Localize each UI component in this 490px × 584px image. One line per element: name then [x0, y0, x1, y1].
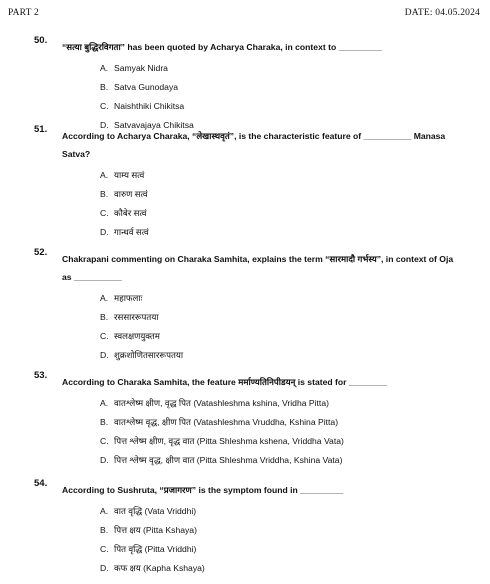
option-letter: D.	[100, 226, 109, 237]
option-letter: A.	[100, 169, 109, 180]
question-54	[34, 478, 460, 577]
option-text: रससाररूपतया	[114, 311, 159, 322]
option-letter: B.	[100, 416, 109, 427]
question-text: According to Charaka Samhita, the feature मर्माण्यतिनिपीडयन् is stated for ________	[62, 377, 388, 387]
question-number: 50.	[34, 35, 48, 46]
option-letter: B.	[100, 524, 109, 535]
option-text: स्वलक्षणयुक्तम	[114, 330, 160, 341]
header-part: PART 2	[8, 8, 39, 18]
options-list	[100, 501, 460, 577]
option-text: वातश्लेष्म क्षीण, वृद्ध पित (Vatashleshma kshina, Vridha Pitta)	[114, 397, 329, 408]
question-text: Chakrapani commenting on Charaka Samhita, explains the term “सारमादौ गर्भस्य”, in context of Oja as __________	[62, 254, 454, 282]
option-letter: A.	[100, 292, 109, 303]
option-b	[100, 412, 460, 431]
option-a	[100, 288, 460, 307]
option-b	[100, 184, 460, 203]
question-text: According to Sushruta, “प्रजागरण” is the symptom found in _________	[62, 485, 344, 495]
question-53	[34, 370, 460, 469]
option-text: शुक्रशोणितसाररूपतया	[114, 349, 184, 360]
option-letter: C.	[100, 100, 109, 111]
option-text: Satva Gunodaya	[114, 81, 179, 92]
option-d	[100, 222, 460, 241]
page-header	[8, 8, 480, 18]
option-text: पित्त श्लेष्म क्षीण, वृद्ध वात (Pitta Shleshma kshena, Vriddha Vata)	[114, 435, 344, 446]
options-list	[100, 165, 460, 241]
question-text: “सत्या बुद्धिरविगता” has been quoted by Acharya Charaka, in context to _________	[62, 42, 382, 52]
option-letter: B.	[100, 188, 109, 199]
option-a	[100, 501, 460, 520]
option-d	[100, 558, 460, 577]
option-b	[100, 307, 460, 326]
question-52	[34, 247, 460, 364]
option-b	[100, 520, 460, 539]
question-text: According to Acharya Charaka, “लेखास्थवृतं”, is the characteristic feature of __________ Manasa Satva?	[62, 131, 446, 159]
options-list	[100, 58, 460, 134]
option-letter: B.	[100, 81, 109, 92]
question-number: 53.	[34, 370, 48, 381]
option-text: पित वृद्धि (Pitta Vriddhi)	[114, 543, 197, 554]
option-text: पित्त क्षय (Pitta Kshaya)	[114, 524, 197, 535]
header-date: DATE: 04.05.2024	[404, 8, 480, 18]
option-text: Naishthiki Chikitsa	[114, 100, 185, 111]
option-a	[100, 165, 460, 184]
option-text: Satvavajaya Chikitsa	[114, 119, 194, 130]
option-text: गान्धर्व सत्वं	[114, 226, 149, 237]
option-letter: C.	[100, 207, 109, 218]
option-text: पित्त श्लेष्म वृद्ध, क्षीण वात (Pitta Shleshma Vriddha, Kshina Vata)	[114, 454, 343, 465]
question-number: 54.	[34, 478, 48, 489]
option-c	[100, 539, 460, 558]
option-text: वारुण सत्वं	[114, 188, 148, 199]
option-letter: D.	[100, 454, 109, 465]
option-text: कौबेर सत्वं	[114, 207, 147, 218]
option-text: वात वृद्धि (Vata Vriddhi)	[114, 505, 197, 516]
option-text: Samyak Nidra	[114, 62, 168, 73]
option-text: महाफलाः	[114, 292, 143, 303]
option-letter: C.	[100, 330, 109, 341]
option-a	[100, 393, 460, 412]
option-c	[100, 431, 460, 450]
option-a	[100, 58, 460, 77]
option-text: वातश्लेष्म वृद्ध, क्षीण पित (Vatashleshma Vruddha, Kshina Pitta)	[114, 416, 339, 427]
option-b	[100, 77, 460, 96]
option-letter: D.	[100, 349, 109, 360]
option-d	[100, 450, 460, 469]
options-list	[100, 288, 460, 364]
option-c	[100, 326, 460, 345]
option-letter: A.	[100, 62, 109, 73]
option-c	[100, 203, 460, 222]
option-text: याम्य सत्वं	[114, 169, 145, 180]
option-letter: D.	[100, 562, 109, 573]
question-number: 51.	[34, 124, 48, 135]
question-number: 52.	[34, 247, 48, 258]
option-letter: B.	[100, 311, 109, 322]
option-letter: D.	[100, 119, 109, 130]
option-c	[100, 96, 460, 115]
option-letter: C.	[100, 435, 109, 446]
option-text: कफ क्षय (Kapha Kshaya)	[114, 562, 205, 573]
option-letter: A.	[100, 505, 109, 516]
option-d	[100, 345, 460, 364]
options-list	[100, 393, 460, 469]
option-letter: C.	[100, 543, 109, 554]
option-letter: A.	[100, 397, 109, 408]
